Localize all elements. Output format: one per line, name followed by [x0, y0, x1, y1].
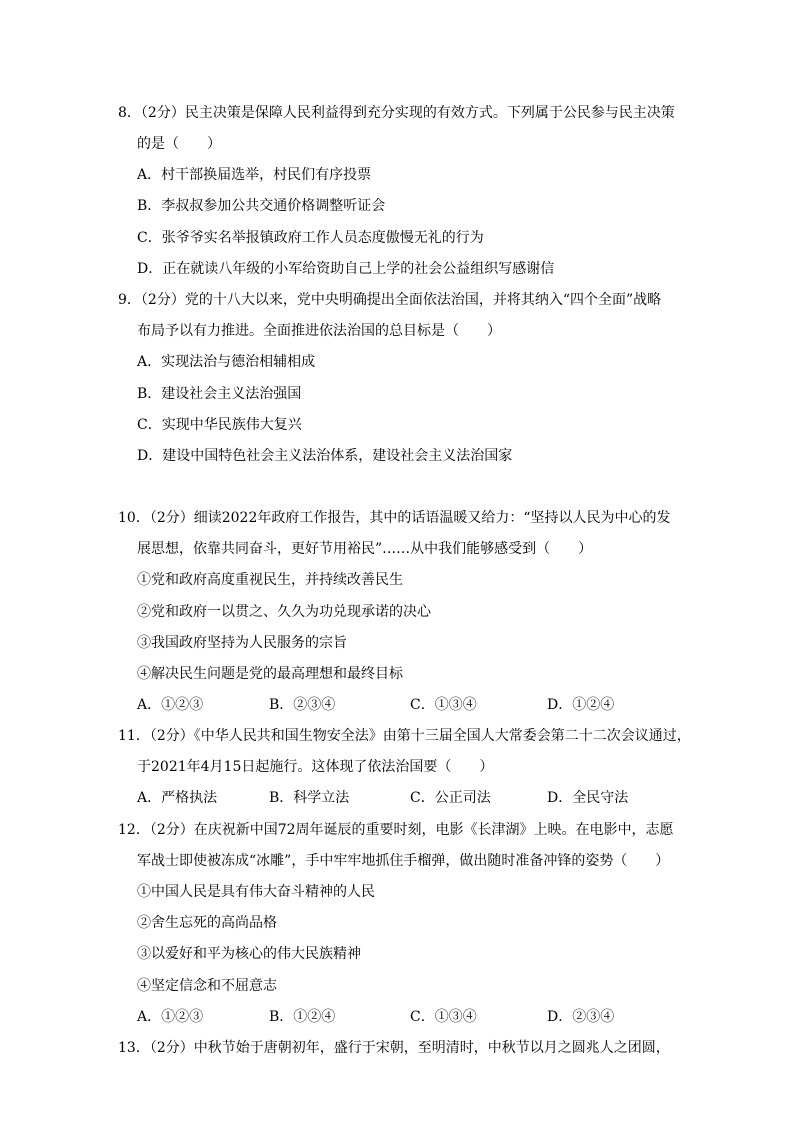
question-8-stem-line-2: 的是（ ） — [137, 136, 221, 152]
question-11-stem-line-2: 于2021年4月15日起施行。这体现了依法治国要（ ） — [137, 759, 494, 775]
question-10-stem-line-2: 展思想，依靠共同奋斗，更好节用裕民”……从中我们能够感受到（ ） — [137, 541, 593, 557]
question-10-choice-a: A．①②③ — [137, 697, 204, 713]
question-11-choices — [137, 789, 657, 807]
question-9-option-d: D．建设中国特色社会主义法治体系，建设社会主义法治国家 — [137, 448, 513, 464]
question-12-choices — [137, 1008, 657, 1026]
question-12-choice-a: A．①②③ — [137, 1009, 204, 1025]
question-8-option-d: D．正在就读八年级的小军给资助自己上学的社会公益组织写感谢信 — [137, 261, 555, 277]
question-9-option-b: B．建设社会主义法治强国 — [137, 386, 302, 402]
question-9-stem-line-2: 布局予以有力推进。全面推进依法治国的总目标是（ ） — [137, 323, 501, 339]
question-11-choice-b: B．科学立法 — [269, 790, 350, 806]
question-10-statement-3: ③我国政府坚持为人民服务的宗旨 — [137, 635, 347, 651]
question-12-statement-1: ①中国人民是具有伟大奋斗精神的人民 — [137, 884, 375, 900]
question-9-option-a: A．实现法治与德治相辅相成 — [137, 354, 316, 370]
question-11-stem-line-1: 11．（2分）《中华人民共和国生物安全法》由第十三届全国人大常委会第二十二次会议通过， — [118, 728, 691, 744]
question-12-stem-line-1: 12．（2分）在庆祝新中国72周年诞辰的重要时刻，电影《长津湖》上映。在电影中，志愿 — [118, 822, 674, 838]
question-10-statement-4: ④解决民生问题是党的最高理想和最终目标 — [137, 666, 403, 682]
question-12-choice-c: C．①③④ — [410, 1009, 477, 1025]
question-12-statement-4: ④坚定信念和不屈意志 — [137, 978, 277, 994]
question-10-choice-b: B．②③④ — [269, 697, 336, 713]
question-8-stem-line-1: 8．（2分）民主决策是保障人民利益得到充分实现的有效方式。下列属于公民参与民主决策 — [118, 105, 675, 121]
question-10-statement-1: ①党和政府高度重视民生，并持续改善民生 — [137, 572, 403, 588]
question-12-choice-d: D．②③④ — [547, 1009, 615, 1025]
question-11-choice-a: A．严格执法 — [137, 790, 218, 806]
question-10-choice-c: C．①③④ — [410, 697, 477, 713]
question-12-stem-line-2: 军战士即使被冻成“冰雕”，手中牢牢地抓住手榴弹，做出随时准备冲锋的姿势（ ） — [137, 853, 670, 869]
question-12-choice-b: B．①②④ — [269, 1009, 336, 1025]
question-9-option-c: C．实现中华民族伟大复兴 — [137, 417, 302, 433]
question-11-choice-c: C．公正司法 — [410, 790, 491, 806]
question-10-stem-line-1: 10．（2分）细读2022年政府工作报告，其中的话语温暖又给力：“坚持以人民为中心的发 — [118, 510, 671, 526]
question-11-choice-d: D．全民守法 — [547, 790, 629, 806]
question-8-option-a: A．村干部换届选举，村民们有序投票 — [137, 167, 372, 183]
question-10-statement-2: ②党和政府一以贯之、久久为功兑现承诺的决心 — [137, 604, 431, 620]
question-12-statement-3: ③以爱好和平为核心的伟大民族精神 — [137, 946, 361, 962]
question-13-stem-line-1: 13．（2分）中秋节始于唐朝初年，盛行于宋朝，至明清时，中秋节以月之圆兆人之团圆， — [118, 1040, 670, 1056]
question-9-stem-line-1: 9．（2分）党的十八大以来，党中央明确提出全面依法治国，并将其纳入“四个全面”战略 — [118, 292, 662, 308]
question-10-choices — [137, 696, 657, 714]
question-10-choice-d: D．①②④ — [547, 697, 615, 713]
question-12-statement-2: ②舍生忘死的高尚品格 — [137, 915, 277, 931]
question-8-option-c: C．张爷爷实名举报镇政府工作人员态度傲慢无礼的行为 — [137, 230, 484, 246]
question-8-option-b: B．李叔叔参加公共交通价格调整听证会 — [137, 198, 386, 214]
